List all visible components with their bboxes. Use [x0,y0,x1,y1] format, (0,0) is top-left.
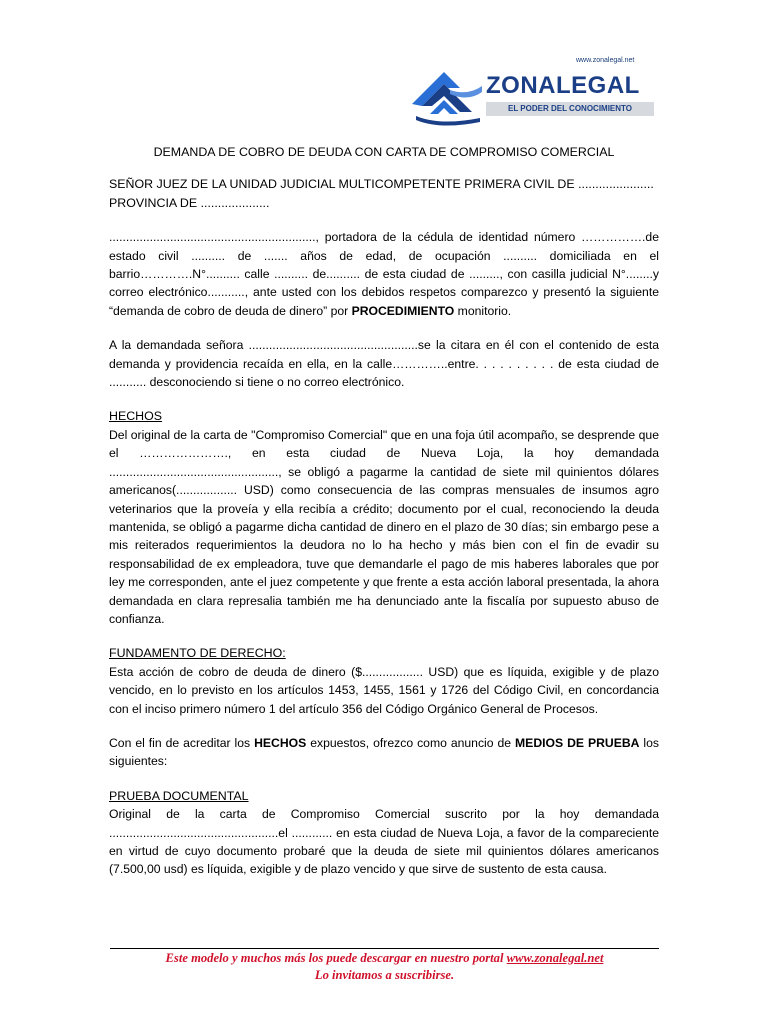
footer-line-1 [110,950,659,967]
prueba-hechos: HECHOS [254,735,307,750]
footer-line-2: Lo invitamos a suscribirse. [314,968,455,982]
fundamento-paragraph: Esta acción de cobro de deuda de dinero ($.................. USD) que es líquida, exigible y de plazo vencido, en lo previsto en los artículos 1453, 1455, 1561 y 1726 del Código Civil, en concordancia con el inciso primero número 1 del artículo 356 del Código Orgánico General de Procesos. [109,664,659,716]
prueba-text-3: los siguientes: [109,735,660,769]
footer [110,950,659,984]
demanded-paragraph: A la demandada señora ..................................................se la citara en él con el contenido de esta demanda y providencia recaída en ella, en la calle…………..entre. . . . . . . . . . de esta ciudad de ........... desconociendo si tiene o no correo electrónico. [109,338,659,390]
intro-procedure: PROCEDIMIENTO [351,303,455,318]
prueba-text-1: Con el fin de acreditar los [109,735,255,750]
hechos-heading: HECHOS [109,409,163,424]
footer-divider [110,948,659,949]
prueba-medios: MEDIOS DE PRUEBA [515,735,640,750]
documental-paragraph: Original de la carta de Compromiso Comercial suscrito por la hoy demandada ..................................................el ............ en esta ciudad de Nueva Loja, a favor de la compareciente en virtud de cuyo documento probaré que la deuda de siete mil quinientos dólares americanos (7.500,00 usd) es líquida, exigible y de plazo vencido y que sirve de sustento de esta causa. [109,807,659,877]
logo-tagline: EL PODER DEL CONOCIMIENTO [486,102,654,116]
logo-name: ZONALEGAL [486,72,640,99]
zonalegal-logo-icon [410,66,484,126]
document-body [109,143,659,895]
addressee: SEÑOR JUEZ DE LA UNIDAD JUDICIAL MULTICOMPETENTE PRIMERA CIVIL DE ...................... PROVINCIA DE .................... [109,177,654,210]
prueba-paragraph [109,734,659,771]
footer-text: Este modelo y muchos más los puede descargar en nuestro portal [165,951,507,965]
intro-end: monitorio. [454,303,512,318]
footer-link[interactable]: www.zonalegal.net [506,951,604,965]
hechos-paragraph: Del original de la carta de "Compromiso Comercial" que en una foja útil acompaño, se desprende que el …………………., en esta ciudad de Nueva Loja, la hoy demandada .................................................., se obligó a pagarme la cantidad de siete mil quinientos dólares americanos(.................. USD) como consecuencia de las compras mensuales de insumos agro veterinarios que la proveía y ella recibía a crédito; documento por el cual, reconociendo la deuda mantenida, se obligó a pagarme dicha cantidad de dinero en el plazo de 30 días; sin embargo pese a mis reiterados requerimientos la deudora no lo ha hecho y más bien con el fin de evadir su responsabilidad de ex empleadora, tuve que demandarle el pago de mis haberes laborales que por ley me corresponden, ante el juez competente y que frente a esta acción laboral presentada, la ahora demandada en clara represalia también me ha denunciado ante la fiscalía por supuesto abuso de confianza. [109,427,659,626]
intro-text: ............................................................., portadora de la cédula de identidad número …………….de estado civil .......... de ....... años de edad, de ocupación .......... domiciliada en el barrio………….N°.......... calle .......... de.......... de esta ciudad de ........., con casilla judicial N°........y correo electrónico..........., ante usted con los debidos respetos comparezco y presentó la siguiente “demanda de cobro de deuda de dinero” por [109,230,659,318]
logo-url[interactable]: www.zonalegal.net [576,57,635,64]
prueba-text-2: expuestos, ofrezco como anuncio de [306,735,516,750]
documental-heading: PRUEBA DOCUMENTAL [109,788,249,803]
intro-paragraph [109,228,659,320]
document-title: DEMANDA DE COBRO DE DEUDA CON CARTA DE COMPROMISO COMERCIAL [153,145,615,159]
fundamento-heading: FUNDAMENTO DE DERECHO: [109,646,286,661]
